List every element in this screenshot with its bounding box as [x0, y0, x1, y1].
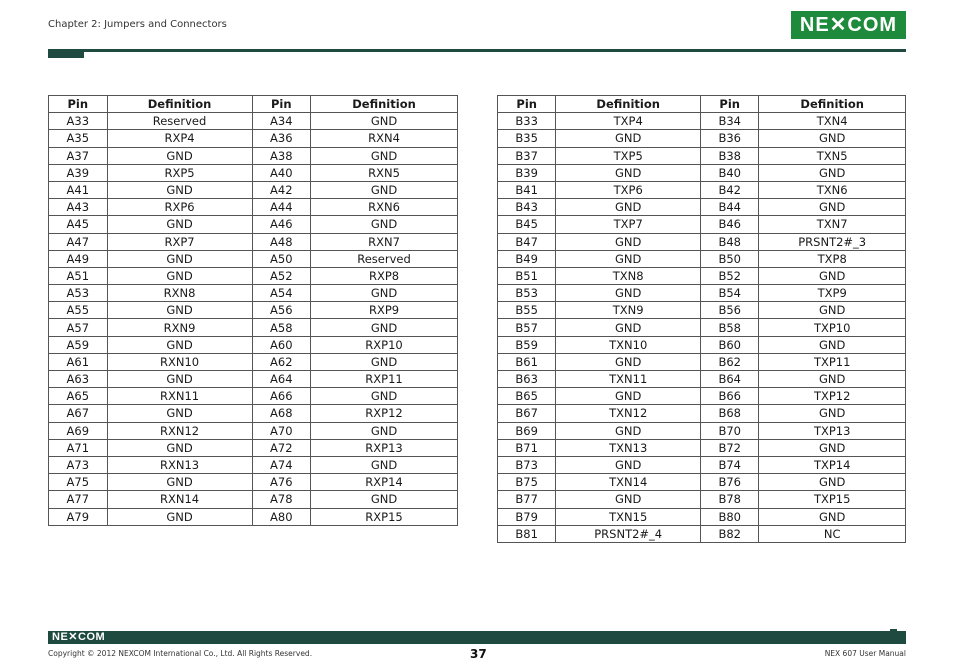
- pin-cell: A37: [49, 147, 108, 164]
- definition-cell: GND: [107, 474, 252, 491]
- table-row: [49, 181, 458, 198]
- definition-cell: GND: [759, 474, 906, 491]
- definition-cell: GND: [759, 405, 906, 422]
- pin-cell: A70: [252, 422, 311, 439]
- definition-cell: GND: [311, 422, 458, 439]
- table-row: [498, 474, 906, 491]
- definition-cell: TXN9: [556, 302, 701, 319]
- pin-cell: A77: [49, 491, 108, 508]
- pin-cell: B64: [701, 371, 759, 388]
- definition-cell: RXP12: [311, 405, 458, 422]
- definition-cell: GND: [311, 216, 458, 233]
- table-row: [49, 113, 458, 130]
- pin-table-a: [48, 95, 458, 526]
- pin-cell: B49: [498, 250, 556, 267]
- pin-cell: B47: [498, 233, 556, 250]
- pin-cell: A73: [49, 456, 108, 473]
- table-row: [49, 422, 458, 439]
- table-row: [498, 181, 906, 198]
- header-definition: Definition: [759, 96, 906, 113]
- pin-cell: A63: [49, 371, 108, 388]
- definition-cell: GND: [556, 199, 701, 216]
- definition-cell: GND: [759, 508, 906, 525]
- table-row: [49, 233, 458, 250]
- pin-cell: B39: [498, 164, 556, 181]
- table-row: [49, 164, 458, 181]
- definition-cell: NC: [759, 525, 906, 542]
- nexcom-logo: [791, 11, 906, 39]
- pin-cell: A40: [252, 164, 311, 181]
- pin-cell: A55: [49, 302, 108, 319]
- header-tab-accent: [48, 49, 84, 58]
- table-row: [49, 216, 458, 233]
- definition-cell: GND: [107, 405, 252, 422]
- table-row: [498, 164, 906, 181]
- definition-cell: TXP4: [556, 113, 701, 130]
- table-row: [49, 147, 458, 164]
- pin-cell: B58: [701, 319, 759, 336]
- pin-cell: A35: [49, 130, 108, 147]
- pin-cell: A75: [49, 474, 108, 491]
- pin-cell: A42: [252, 181, 311, 198]
- table-row: [49, 439, 458, 456]
- pin-cell: B40: [701, 164, 759, 181]
- table-row: [49, 405, 458, 422]
- pin-cell: B54: [701, 285, 759, 302]
- pin-cell: A34: [252, 113, 311, 130]
- definition-cell: GND: [556, 319, 701, 336]
- pin-cell: B37: [498, 147, 556, 164]
- definition-cell: RXP9: [311, 302, 458, 319]
- definition-cell: TXP9: [759, 285, 906, 302]
- pin-cell: A72: [252, 439, 311, 456]
- pin-cell: A43: [49, 199, 108, 216]
- pin-cell: A54: [252, 285, 311, 302]
- definition-cell: GND: [107, 371, 252, 388]
- page-number: 37: [470, 647, 487, 661]
- table-row: [49, 474, 458, 491]
- pin-cell: B67: [498, 405, 556, 422]
- table-row: [498, 216, 906, 233]
- definition-cell: RXP15: [311, 508, 458, 525]
- table-row: [49, 285, 458, 302]
- pin-cell: B78: [701, 491, 759, 508]
- definition-cell: GND: [311, 113, 458, 130]
- pin-cell: A56: [252, 302, 311, 319]
- pin-cell: A48: [252, 233, 311, 250]
- pin-cell: B44: [701, 199, 759, 216]
- pin-cell: B48: [701, 233, 759, 250]
- pin-cell: B52: [701, 267, 759, 284]
- definition-cell: TXP8: [759, 250, 906, 267]
- pin-cell: A64: [252, 371, 311, 388]
- logo-text: NE✕COM: [799, 14, 898, 36]
- pin-cell: B60: [701, 336, 759, 353]
- table-row: [498, 525, 906, 542]
- table-row: [49, 319, 458, 336]
- header-pin: Pin: [49, 96, 108, 113]
- pin-cell: B63: [498, 371, 556, 388]
- table-row: [498, 285, 906, 302]
- header-definition: Definition: [311, 96, 458, 113]
- pin-cell: B62: [701, 353, 759, 370]
- definition-cell: GND: [311, 388, 458, 405]
- definition-cell: TXN10: [556, 336, 701, 353]
- definition-cell: GND: [759, 199, 906, 216]
- pin-cell: B42: [701, 181, 759, 198]
- pin-cell: B65: [498, 388, 556, 405]
- pin-cell: A76: [252, 474, 311, 491]
- pin-cell: A45: [49, 216, 108, 233]
- table-header-row: [49, 96, 458, 113]
- table-row: [49, 371, 458, 388]
- pin-cell: B71: [498, 439, 556, 456]
- definition-cell: RXP13: [311, 439, 458, 456]
- definition-cell: PRSNT2#_4: [556, 525, 701, 542]
- table-row: [498, 319, 906, 336]
- table-row: [498, 147, 906, 164]
- table-row: [49, 491, 458, 508]
- definition-cell: GND: [107, 216, 252, 233]
- definition-cell: RXN6: [311, 199, 458, 216]
- definition-cell: TXN5: [759, 147, 906, 164]
- definition-cell: GND: [107, 147, 252, 164]
- pin-cell: B61: [498, 353, 556, 370]
- pin-cell: A60: [252, 336, 311, 353]
- table-row: [498, 439, 906, 456]
- pin-cell: A36: [252, 130, 311, 147]
- definition-cell: RXP8: [311, 267, 458, 284]
- header-definition: Definition: [556, 96, 701, 113]
- footer-logo: NE✕COM: [52, 631, 106, 643]
- pin-cell: B38: [701, 147, 759, 164]
- definition-cell: GND: [311, 181, 458, 198]
- table-header-row: [498, 96, 906, 113]
- pin-cell: A62: [252, 353, 311, 370]
- pin-cell: B77: [498, 491, 556, 508]
- pin-cell: A49: [49, 250, 108, 267]
- pin-cell: B69: [498, 422, 556, 439]
- definition-cell: RXN13: [107, 456, 252, 473]
- definition-cell: GND: [107, 439, 252, 456]
- definition-cell: TXN11: [556, 371, 701, 388]
- pin-cell: A68: [252, 405, 311, 422]
- header-pin: Pin: [701, 96, 759, 113]
- table-row: [49, 508, 458, 525]
- definition-cell: GND: [556, 285, 701, 302]
- corner-square: [890, 629, 897, 636]
- pin-cell: B55: [498, 302, 556, 319]
- table-row: [49, 267, 458, 284]
- pin-cell: B74: [701, 456, 759, 473]
- definition-cell: TXP12: [759, 388, 906, 405]
- definition-cell: GND: [107, 302, 252, 319]
- pin-cell: A61: [49, 353, 108, 370]
- definition-cell: RXP5: [107, 164, 252, 181]
- definition-cell: TXP5: [556, 147, 701, 164]
- table-row: [498, 233, 906, 250]
- definition-cell: TXN12: [556, 405, 701, 422]
- definition-cell: GND: [107, 250, 252, 267]
- pin-cell: A78: [252, 491, 311, 508]
- pin-cell: A79: [49, 508, 108, 525]
- table-row: [49, 302, 458, 319]
- definition-cell: RXN7: [311, 233, 458, 250]
- pin-cell: B70: [701, 422, 759, 439]
- pin-cell: B41: [498, 181, 556, 198]
- pin-cell: A53: [49, 285, 108, 302]
- definition-cell: TXP14: [759, 456, 906, 473]
- pin-cell: A67: [49, 405, 108, 422]
- table-row: [498, 491, 906, 508]
- definition-cell: TXP6: [556, 181, 701, 198]
- pin-cell: B56: [701, 302, 759, 319]
- pin-cell: B45: [498, 216, 556, 233]
- pin-cell: A39: [49, 164, 108, 181]
- table-row: [49, 130, 458, 147]
- definition-cell: RXN10: [107, 353, 252, 370]
- table-row: [498, 130, 906, 147]
- table-row: [49, 456, 458, 473]
- definition-cell: GND: [556, 353, 701, 370]
- definition-cell: GND: [759, 336, 906, 353]
- table-row: [49, 353, 458, 370]
- definition-cell: GND: [556, 422, 701, 439]
- definition-cell: GND: [759, 164, 906, 181]
- pin-cell: B72: [701, 439, 759, 456]
- pin-cell: A57: [49, 319, 108, 336]
- definition-cell: GND: [556, 388, 701, 405]
- definition-cell: RXN12: [107, 422, 252, 439]
- definition-cell: RXN14: [107, 491, 252, 508]
- pin-cell: A51: [49, 267, 108, 284]
- definition-cell: GND: [311, 353, 458, 370]
- pin-cell: A65: [49, 388, 108, 405]
- table-row: [49, 388, 458, 405]
- pin-cell: A71: [49, 439, 108, 456]
- table-row: [498, 199, 906, 216]
- definition-cell: GND: [107, 336, 252, 353]
- definition-cell: RXP14: [311, 474, 458, 491]
- definition-cell: Reserved: [311, 250, 458, 267]
- table-row: [498, 422, 906, 439]
- definition-cell: TXP15: [759, 491, 906, 508]
- table-row: [498, 302, 906, 319]
- pin-cell: B57: [498, 319, 556, 336]
- pin-cell: A80: [252, 508, 311, 525]
- pin-cell: A52: [252, 267, 311, 284]
- definition-cell: TXN15: [556, 508, 701, 525]
- header-rule: [48, 49, 906, 52]
- definition-cell: GND: [556, 130, 701, 147]
- table-row: [498, 508, 906, 525]
- pin-cell: B33: [498, 113, 556, 130]
- table-row: [498, 250, 906, 267]
- definition-cell: GND: [107, 508, 252, 525]
- pin-cell: A58: [252, 319, 311, 336]
- pin-cell: A59: [49, 336, 108, 353]
- table-row: [49, 250, 458, 267]
- definition-cell: TXP11: [759, 353, 906, 370]
- definition-cell: TXN13: [556, 439, 701, 456]
- definition-cell: GND: [556, 491, 701, 508]
- pin-cell: B80: [701, 508, 759, 525]
- definition-cell: GND: [759, 267, 906, 284]
- pin-cell: B43: [498, 199, 556, 216]
- copyright-text: Copyright © 2012 NEXCOM International Co., Ltd. All Rights Reserved.: [48, 649, 313, 658]
- table-row: [49, 336, 458, 353]
- definition-cell: Reserved: [107, 113, 252, 130]
- definition-cell: TXN14: [556, 474, 701, 491]
- definition-cell: GND: [311, 285, 458, 302]
- pin-cell: A38: [252, 147, 311, 164]
- pin-cell: A50: [252, 250, 311, 267]
- definition-cell: GND: [311, 147, 458, 164]
- definition-cell: RXP10: [311, 336, 458, 353]
- definition-cell: PRSNT2#_3: [759, 233, 906, 250]
- definition-cell: GND: [759, 302, 906, 319]
- table-row: [498, 353, 906, 370]
- header-definition: Definition: [107, 96, 252, 113]
- pin-cell: A74: [252, 456, 311, 473]
- definition-cell: RXP6: [107, 199, 252, 216]
- header-pin: Pin: [498, 96, 556, 113]
- table-row: [498, 336, 906, 353]
- table-row: [498, 371, 906, 388]
- definition-cell: GND: [759, 371, 906, 388]
- definition-cell: TXP7: [556, 216, 701, 233]
- manual-title: NEX 607 User Manual: [824, 649, 906, 658]
- pin-cell: A69: [49, 422, 108, 439]
- definition-cell: RXN4: [311, 130, 458, 147]
- definition-cell: RXN11: [107, 388, 252, 405]
- pin-cell: B50: [701, 250, 759, 267]
- table-row: [498, 113, 906, 130]
- definition-cell: RXN5: [311, 164, 458, 181]
- pin-cell: B79: [498, 508, 556, 525]
- definition-cell: GND: [556, 233, 701, 250]
- definition-cell: RXP4: [107, 130, 252, 147]
- pin-cell: B68: [701, 405, 759, 422]
- pin-table-b: [497, 95, 906, 543]
- pin-cell: B66: [701, 388, 759, 405]
- definition-cell: TXP10: [759, 319, 906, 336]
- definition-cell: GND: [759, 439, 906, 456]
- pin-cell: B53: [498, 285, 556, 302]
- definition-cell: RXP11: [311, 371, 458, 388]
- corner-square: [898, 637, 905, 644]
- definition-cell: GND: [759, 130, 906, 147]
- definition-cell: GND: [556, 250, 701, 267]
- table-row: [498, 456, 906, 473]
- pin-cell: B82: [701, 525, 759, 542]
- definition-cell: TXN8: [556, 267, 701, 284]
- definition-cell: GND: [556, 164, 701, 181]
- chapter-title: Chapter 2: Jumpers and Connectors: [48, 19, 227, 30]
- table-row: [498, 267, 906, 284]
- pin-cell: A47: [49, 233, 108, 250]
- pin-cell: B35: [498, 130, 556, 147]
- definition-cell: GND: [556, 456, 701, 473]
- pin-cell: B46: [701, 216, 759, 233]
- pin-cell: B76: [701, 474, 759, 491]
- definition-cell: RXP7: [107, 233, 252, 250]
- definition-cell: GND: [107, 267, 252, 284]
- table-row: [498, 405, 906, 422]
- pin-cell: B51: [498, 267, 556, 284]
- pin-cell: B59: [498, 336, 556, 353]
- definition-cell: TXP13: [759, 422, 906, 439]
- definition-cell: GND: [311, 456, 458, 473]
- pin-cell: A41: [49, 181, 108, 198]
- footer-bar: [48, 631, 906, 644]
- definition-cell: GND: [311, 491, 458, 508]
- definition-cell: GND: [311, 319, 458, 336]
- definition-cell: TXN4: [759, 113, 906, 130]
- definition-cell: TXN7: [759, 216, 906, 233]
- pin-cell: A66: [252, 388, 311, 405]
- table-row: [498, 388, 906, 405]
- pin-cell: A33: [49, 113, 108, 130]
- pin-cell: B34: [701, 113, 759, 130]
- definition-cell: GND: [107, 181, 252, 198]
- pin-cell: B75: [498, 474, 556, 491]
- definition-cell: RXN9: [107, 319, 252, 336]
- pin-cell: A44: [252, 199, 311, 216]
- pin-cell: B81: [498, 525, 556, 542]
- pin-cell: A46: [252, 216, 311, 233]
- pin-cell: B73: [498, 456, 556, 473]
- definition-cell: TXN6: [759, 181, 906, 198]
- definition-cell: RXN8: [107, 285, 252, 302]
- table-row: [49, 199, 458, 216]
- header-pin: Pin: [252, 96, 311, 113]
- pin-cell: B36: [701, 130, 759, 147]
